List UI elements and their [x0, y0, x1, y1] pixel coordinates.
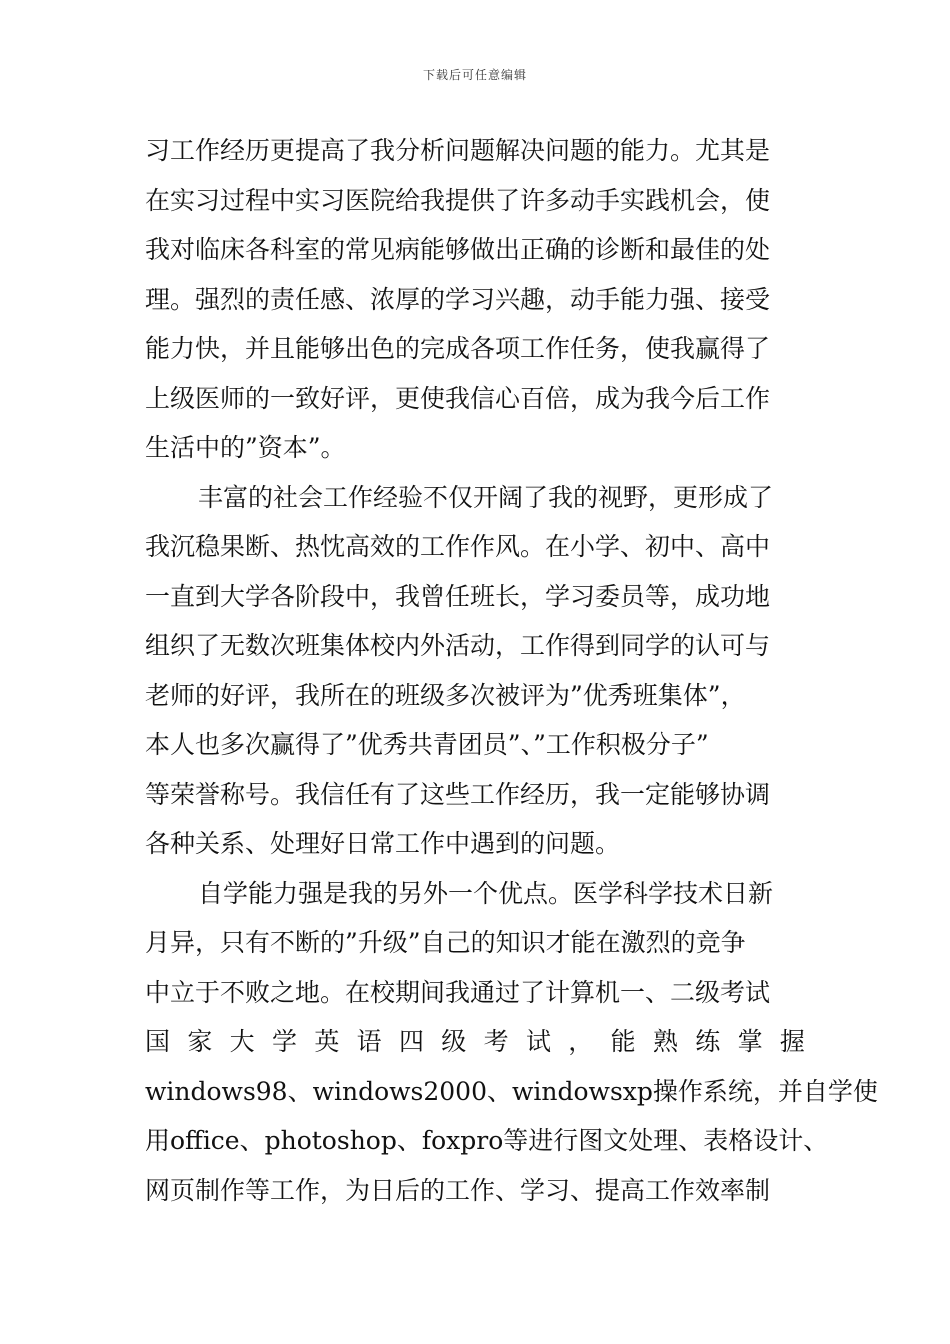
text-line: 各种关系、处理好日常工作中遇到的问题。 — [145, 829, 621, 858]
text-line: 网页制作等工作，为日后的工作、学习、提高工作效率制 — [145, 1175, 771, 1205]
paragraph-start-line: 自学能力强是我的另外一个优点。医学科学技术日新 — [198, 878, 774, 908]
text-line: 组织了无数次班集体校内外活动，工作得到同学的认可与 — [145, 631, 771, 660]
text-line: 我沉稳果断、热忱高效的工作作风。在小学、初中、高中 — [145, 532, 771, 561]
text-line: windows98、windows2000、windowsxp操作系统，并自学使 — [145, 1076, 878, 1106]
document-body — [145, 126, 878, 1215]
text-line: 我对临床各科室的常见病能够做出正确的诊断和最佳的处 — [145, 235, 771, 264]
text-line: 能力快，并且能够出色的完成各项工作任务，使我赢得了 — [145, 334, 771, 363]
text-line: 上级医师的一致好评，更使我信心百倍，成为我今后工作 — [145, 383, 771, 413]
text-line: 用office、photoshop、foxpro等进行图文处理、表格设计、 — [145, 1126, 829, 1155]
text-line: 老师的好评，我所在的班级多次被评为”优秀班集体”， — [145, 680, 746, 710]
text-line: 中立于不败之地。在校期间我通过了计算机一、二级考试 — [145, 977, 771, 1007]
text-line: 在实习过程中实习医院给我提供了许多动手实践机会，使 — [145, 185, 771, 215]
page-header: 下载后可任意编辑 — [422, 68, 527, 82]
text-line: 月异，只有不断的”升级”自己的知识才能在激烈的竞争 — [145, 928, 746, 957]
text-line: 本人也多次赢得了”优秀共青团员”、”工作积极分子” — [145, 730, 709, 759]
text-line: 一直到大学各阶段中，我曾任班长，学习委员等，成功地 — [145, 581, 771, 611]
text-line: 习工作经历更提高了我分析问题解决问题的能力。尤其是 — [145, 136, 771, 165]
text-line: 理。强烈的责任感、浓厚的学习兴趣，动手能力强、接受 — [145, 284, 771, 314]
text-line: 生活中的”资本”。 — [145, 433, 346, 462]
justified-text-line: 国 家 大 学 英 语 四 级 考 试 ， 能 熟 练 掌 握 — [145, 1027, 805, 1056]
paragraph-start-line: 丰富的社会工作经验不仅开阔了我的视野，更形成了 — [198, 482, 774, 512]
text-line: 等荣誉称号。我信任有了这些工作经历，我一定能够协调 — [145, 779, 771, 809]
